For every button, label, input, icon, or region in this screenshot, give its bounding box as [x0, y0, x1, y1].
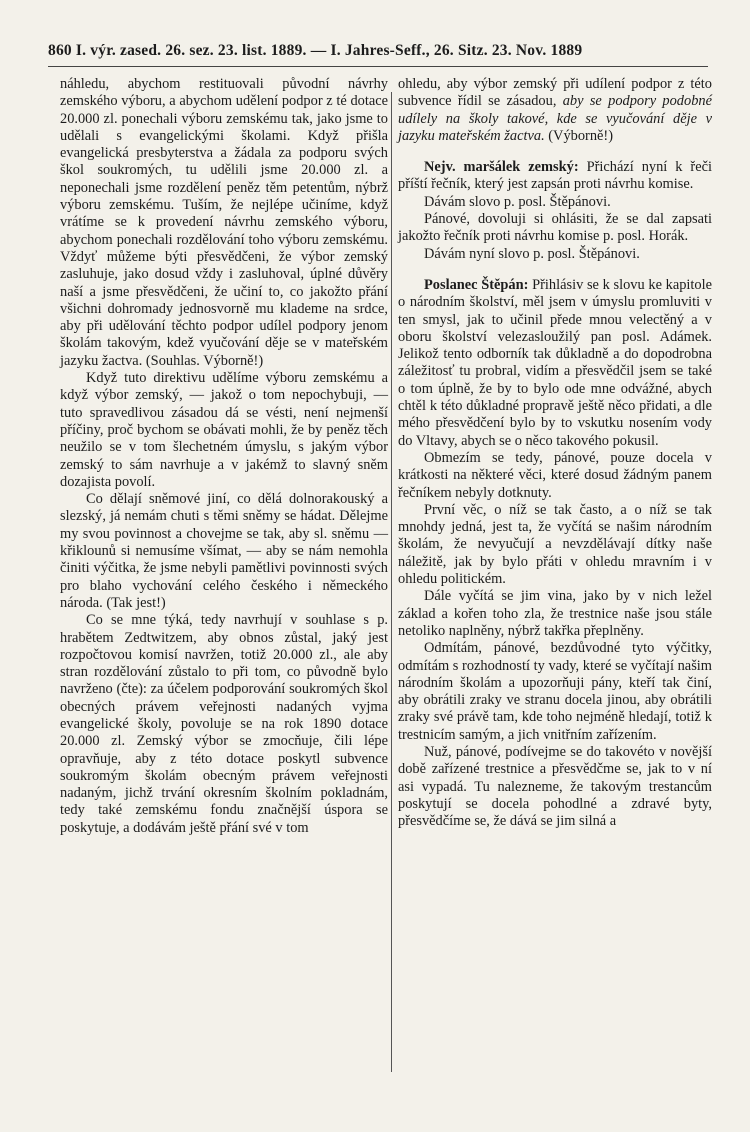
header-rule	[48, 66, 708, 67]
column-divider	[391, 92, 392, 1072]
right-paragraph-10: Odmítám, pánové, bezdůvodné tyto výčitky, odmítám s rozhodností ty vady, které se vyčítají našim národním školám a upozorňuji pány, kteří tak činí, aby obrátili zraky ve stranu docela jinou, aby obrátili zraky své právě tam, kde toho nejméně hledají, totiž k trestnicím samým, a jich vnitřním zařízením.	[398, 640, 712, 743]
speaker-stepan: Poslanec Štěpán:	[424, 276, 529, 293]
right-paragraph-speaker2	[398, 277, 712, 450]
left-column	[60, 76, 388, 837]
header-left: 860 I. výr. zased. 26. sez. 23. list. 1889.	[48, 42, 307, 59]
right-column	[398, 76, 712, 830]
header-dash: —	[310, 42, 327, 59]
right-paragraph-9: Dále vyčítá se jim vina, jako by v nich ležel základ a kořen toho zla, že trestnice naše jsou stále netoliko naplněny, nýbrž takřka přeplněny.	[398, 588, 712, 639]
left-paragraph-1: náhledu, abychom restituovali původní návrhy zemského výboru, a abychom udělení podpor z té dotace 20.000 zl. ponechali výboru zemskému tak, jako jsme to udělali s evangelickými školami. Když přišla evangelická presbyterstva a žádala za podporu svých škol soukromých, tu udělili jsme 20.000 zl. a neponechali jsme rozdělení peněz těm petentům, nýbrž výboru zemskému. Tuším, že nejlépe učiníme, když vrátíme se k provedení návrhu zemského výboru, abychom ponechali rozdělování toho výboru zemskému. Vždyť můžeme býti přesvědčeni, že výbor zemský zasluhuje, jako dosud vždy i zasluhoval, úplné důvěry naší a jsme přesvědčeni, že učiní to, co jakožto přání všichni dohromady jednosvorně mu klademe na srdce, aby při udělování těchto podpor udílel podpory jenom školám takovým, kdež vyučování děje se v mateřském jazyku žactva. (Souhlas. Výborně!)	[60, 76, 388, 369]
left-paragraph-2: Když tuto direktivu udělíme výboru zemskému a když výbor zemský, — jakož o tom nepochybuji, — tuto spravedlivou zásadou dá se vésti, není nejmenší příčiny, proč bychom se obávati mohli, že by peněz těch neužilo se v tom šlechetném úmyslu, s jakým výbor zemský to sám navrhuje a v jakémž to slavný sněm dozajista povolí.	[60, 370, 388, 490]
left-paragraph-3: Co dělají sněmové jiní, co dělá dolnorakouský a slezský, já nemám chuti s těmi sněmy se hádat. Dělejme my svou povinnost a chovejme se tak, aby sl. sněmu — křiklounů si nemusíme všímat, — aby se nám nemohla činiti výčitka, že jsme nebyli pamětlivi povinnosti svých pro blaho vychování celého českého i německého národa. (Tak jest!)	[60, 491, 388, 611]
right-p1-italic: aby se podpory podobné udílely na školy takové, kde se vyučování děje v jazyku mateřském žactva.	[398, 93, 712, 144]
left-paragraph-4: Co se mne týká, tedy navrhují v souhlase s p. hrabětem Zedtwitzem, aby obnos zůstal, jaký jest rozpočtovou komisí navržen, totiž 20.000 zl., ale aby stran rozdělování zůstalo to při tom, co původně bylo navrženo (čte): za účelem podporování soukromých škol obecných právem veřejnosti nadaných vyjma evangelické školy, povoluje se na rok 1890 dotace 20.000 zl. Zemský výbor se zmocňuje, čili lépe opravňuje, aby z této dotace poskytl subvence soukromým školám obecným právem veřejnosti nadaným, jichž trvání okresním školním pokladnám, tedy také zemskému fondu značnější úspora se poskytuje, a dodávám ještě přání své v tom	[60, 612, 388, 836]
right-paragraph-7: Obmezím se tedy, pánové, pouze docela v krátkosti na některé věci, které dosud žádným panem řečníkem nebyly dotknuty.	[398, 449, 712, 501]
right-paragraph-3: Dávám slovo p. posl. Štěpánovi.	[424, 193, 611, 210]
header-right: I. Jahres-Seff., 26. Sitz. 23. Nov. 1889	[330, 42, 583, 59]
right-paragraph-5: Dávám nyní slovo p. posl. Štěpánovi.	[424, 245, 640, 262]
speaker2-text: Přihlásiv se k slovu ke kapitole o národním školství, měl jsem v úmyslu promluviti v ten smysl, jak to učinil přede mnou velectěný a v oboru školství velezasloužilý pan posl. Adámek. Jelikož tento odborník tak důkladně a do dopodrobna záležitosť tu probral, vidím a přesvědčil jsem se také o tom úplně, že by to bylo ode mne odvážné, abych chtěl k této důkladné propravě ještě něco přidati, a dle mého přesvědčení bylo by to vskutku nosením vody do Vltavy, abych se o něco takového pokusil.	[398, 276, 712, 449]
right-paragraph-4: Pánové, dovoluji si ohlásiti, že se dal zapsati jakožto řečník proti návrhu komise p. posl. Horák.	[398, 211, 712, 245]
right-p1-end: (Výborně!)	[544, 127, 613, 144]
speaker1-text: Přichází nyní k řeči příští řečník, který jest zapsán proti návrhu komise.	[398, 159, 712, 193]
right-p1-text: ohledu, aby výbor zemský při udílení podpor z této subvence řídil se zásadou,	[398, 76, 712, 110]
right-paragraph-11: Nuž, pánové, podívejme se do takovéto v novější době zařízené trestnice a přesvědčme se, jak to v ní asi vypadá. Tu nalezneme, že takovým trestancům poskytují se docela pohodlné a zdravé byty, přesvědčíme se, že dává se jim silná a	[398, 743, 712, 830]
right-paragraph-speaker1	[398, 159, 712, 194]
speaker-marshal: Nejv. maršálek zemský:	[424, 159, 579, 176]
page-header	[48, 42, 708, 60]
right-paragraph-8: První věc, o níž se tak často, a o níž se tak mnohdy jedná, jest ta, že vyčítá se našim národním školám, že nevyučují a nevzdělávají dítky naše náležitě, jak by bylo přáti v ohledu mravním i v ohledu politickém.	[398, 501, 712, 588]
right-paragraph-1	[398, 76, 712, 145]
